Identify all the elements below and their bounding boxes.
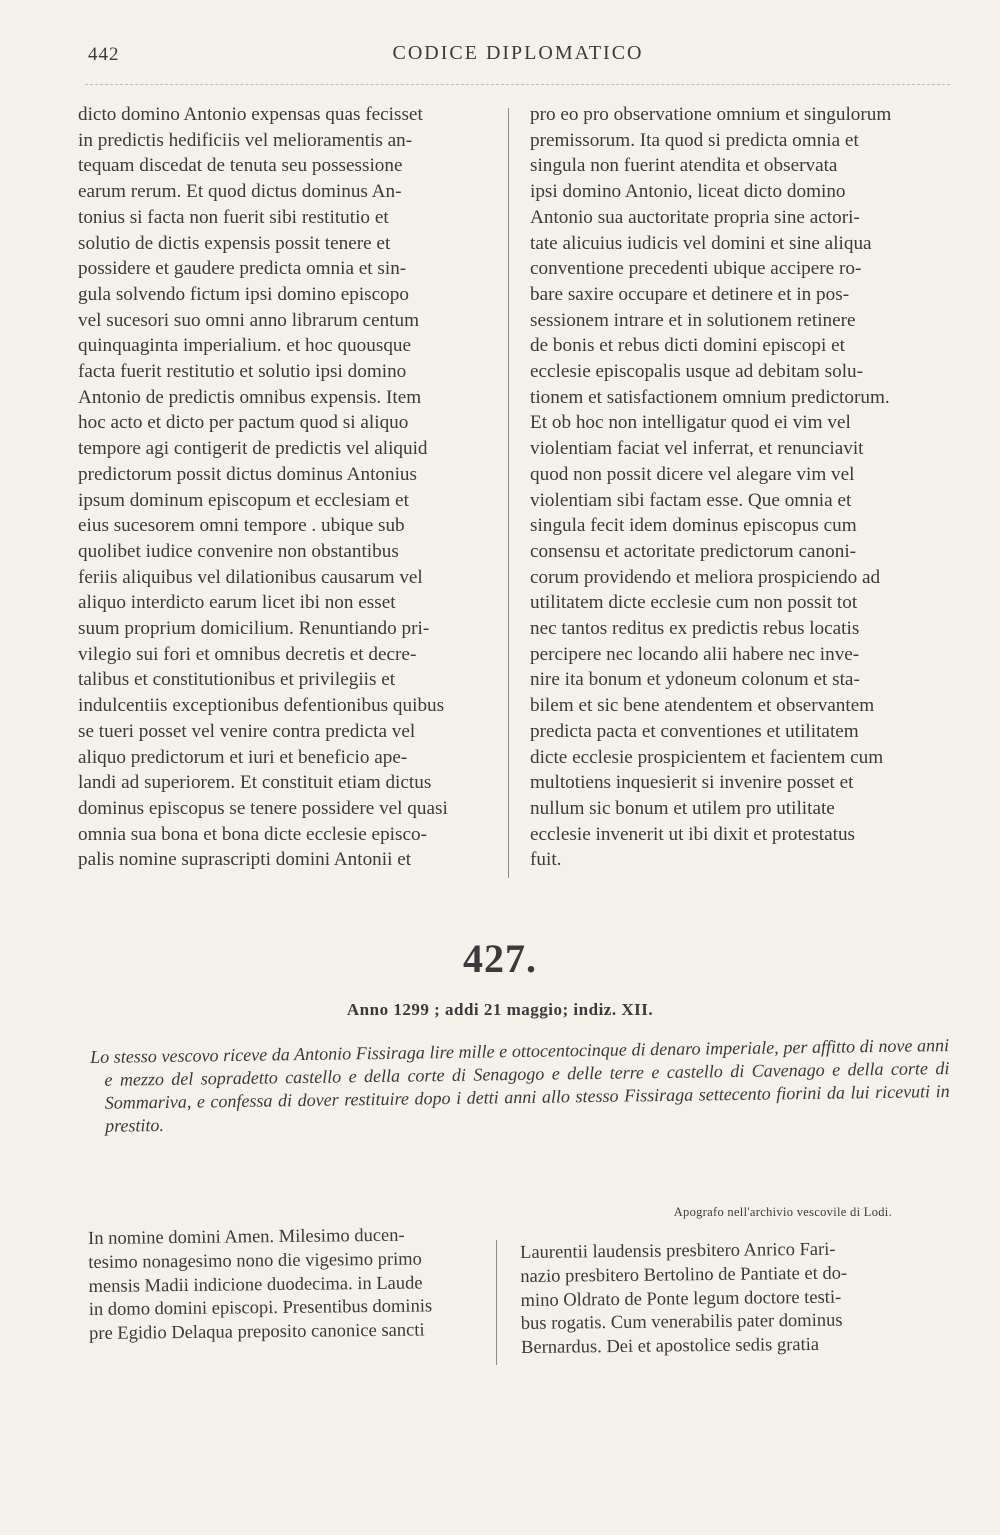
text-line: utilitatem dicte ecclesie cum non possit tot bbox=[530, 592, 858, 614]
text-line: aliquo interdicto earum licet ibi non esset bbox=[78, 592, 396, 614]
text-line: tesimo nonagesimo nono die vigesimo primo bbox=[88, 1249, 422, 1273]
text-line: In nomine domini Amen. Milesimo ducen- bbox=[88, 1225, 405, 1249]
text-line: nullum sic bonum et utilem pro utilitate bbox=[530, 797, 835, 819]
text-line: dicte ecclesie prospicientem et facientem cum bbox=[530, 746, 884, 768]
text-line: tequam discedat de tenuta seu possessione bbox=[78, 155, 403, 177]
text-line: ecclesie invenerit ut ibi dixit et protestatus bbox=[530, 823, 856, 845]
text-line: se tueri posset vel venire contra predicta vel bbox=[78, 720, 416, 742]
left-text-column bbox=[78, 102, 488, 873]
text-line: talibus et constitutionibus et privilegiis et bbox=[78, 669, 396, 691]
text-line: tionem et satisfactionem omnium predictorum. bbox=[530, 386, 890, 408]
text-line: hoc acto et dicto per pactum quod si aliquo bbox=[78, 412, 409, 434]
text-line: singula non fuerint atendita et observata bbox=[530, 155, 838, 177]
text-line: tonius si facta non fuerit sibi restitutio et bbox=[78, 206, 389, 228]
text-line: in domo domini episcopi. Presentibus dominis bbox=[88, 1296, 433, 1321]
text-line: aliquo predictorum et iuri et beneficio ape- bbox=[78, 746, 408, 768]
document-summary: Lo stesso vescovo riceve da Antonio Fissiraga lire mille e ottocentocinque di denaro imperiale, per affitto di nove anni e mezzo del sopradetto castello e della corte di Senagogo e delle terre e castello di Cavenago e della corte di Sommariva, e confessa di dover restituire dopo i detti anni allo stesso Fissiraga settecento fiorini da lui ricevuti in prestito. bbox=[90, 1035, 950, 1136]
right-text-column bbox=[530, 102, 945, 873]
text-line: vel sucesori suo omni anno librarum centum bbox=[78, 309, 420, 331]
source-note: Apografo nell'archivio vescovile di Lodi. bbox=[673, 1205, 892, 1219]
text-line: facta fuerit restitutio et solutio ipsi domino bbox=[78, 361, 407, 383]
text-line: mensis Madii indicione duodecima. in Laude bbox=[88, 1273, 423, 1297]
text-line: bilem et sic bene atendentem et observantem bbox=[530, 695, 875, 717]
text-line: percipere nec locando alii habere nec inve- bbox=[530, 643, 860, 665]
text-line: gula solvendo fictum ipsi domino episcopo bbox=[78, 283, 409, 305]
text-line: nazio presbitero Bertolino de Pantiate et do- bbox=[520, 1263, 848, 1287]
text-line: eius sucesorem omni tempore . ubique sub bbox=[78, 515, 405, 537]
text-line: violentiam sibi factam esse. Que omnia et bbox=[530, 489, 852, 511]
text-line: Et ob hoc non intelligatur quod ei vim vel bbox=[530, 412, 851, 434]
text-line: dominus episcopus se tenere possidere vel quasi bbox=[78, 797, 448, 819]
page-number: 442 bbox=[88, 44, 120, 65]
text-line: mino Oldrato de Ponte legum doctore testi- bbox=[520, 1287, 842, 1311]
text-line: Antonio de predictis omnibus expensis. Item bbox=[78, 386, 422, 408]
running-title: CODICE DIPLOMATICO bbox=[392, 42, 644, 64]
text-line: fuit. bbox=[530, 849, 562, 871]
text-line: Antonio sua auctoritate propria sine actori- bbox=[530, 206, 860, 228]
text-line: bus rogatis. Cum venerabilis pater dominus bbox=[520, 1311, 843, 1335]
document-dateline: Anno 1299 ; addi 21 maggio; indiz. XII. bbox=[346, 1000, 654, 1019]
bottom-right-text-column bbox=[520, 1238, 936, 1361]
text-line: ipsi domino Antonio, liceat dicto domino bbox=[530, 181, 846, 203]
text-line: conventione precedenti ubique accipere ro- bbox=[530, 258, 862, 280]
text-line: violentiam faciat vel inferrat, et renunciavit bbox=[530, 438, 864, 460]
text-line: suum proprium domicilium. Renuntiando pri- bbox=[78, 618, 430, 640]
bottom-left-text-column bbox=[88, 1224, 469, 1347]
text-line: predicta pacta et conventiones et utilitatem bbox=[530, 720, 859, 742]
text-line: Bernardus. Dei et apostolice sedis gratia bbox=[521, 1335, 820, 1359]
bottom-column-divider bbox=[496, 1240, 497, 1365]
text-line: landi ad superiorem. Et constituit etiam dictus bbox=[78, 772, 432, 794]
text-line: feriis aliquibus vel dilationibus causarum vel bbox=[78, 566, 423, 588]
text-line: indulcentiis exceptionibus defentionibus quibus bbox=[78, 695, 445, 717]
text-line: in predictis hedificiis vel melioramentis an- bbox=[78, 129, 413, 151]
text-line: consensu et actoritate predictorum canoni- bbox=[530, 540, 857, 562]
text-line: nec tantos reditus ex predictis rebus locatis bbox=[530, 618, 860, 640]
text-line: ecclesie episcopalis usque ad debitam solu- bbox=[530, 361, 864, 383]
text-line: palis nomine suprascripti domini Antonii et bbox=[78, 849, 412, 871]
text-line: Laurentii laudensis presbitero Anrico Fari- bbox=[520, 1239, 836, 1263]
document-number: 427. bbox=[463, 936, 537, 981]
text-line: pre Egidio Delaqua preposito canonice sancti bbox=[89, 1320, 425, 1345]
column-divider bbox=[508, 108, 509, 878]
text-line: dicto domino Antonio expensas quas fecisset bbox=[78, 104, 423, 125]
text-line: predictorum possit dictus dominus Antonius bbox=[78, 463, 417, 485]
header-rule bbox=[85, 84, 950, 85]
text-line: quolibet iudice convenire non obstantibus bbox=[78, 540, 399, 562]
text-line: sessionem intrare et in solutionem retinere bbox=[530, 309, 856, 331]
text-line: quinquaginta imperialium. et hoc quousque bbox=[78, 335, 412, 357]
text-line: corum providendo et meliora prospiciendo ad bbox=[530, 566, 881, 588]
text-line: pro eo pro observatione omnium et singulorum bbox=[530, 104, 892, 125]
text-line: bare saxire occupare et detinere et in pos- bbox=[530, 283, 850, 305]
text-line: premissorum. Ita quod si predicta omnia et bbox=[530, 129, 859, 151]
text-line: nire ita bonum et ydoneum colonum et sta- bbox=[530, 669, 860, 691]
page-header bbox=[88, 40, 948, 70]
text-line: quod non possit dicere vel alegare vim vel bbox=[530, 463, 855, 485]
text-line: possidere et gaudere predicta omnia et sin- bbox=[78, 258, 407, 280]
text-line: tempore agi contigerit de predictis vel aliquid bbox=[78, 438, 428, 460]
text-line: multotiens inquesierit si invenire posset et bbox=[530, 772, 854, 794]
text-line: singula fecit idem dominus episcopus cum bbox=[530, 515, 857, 537]
text-line: earum rerum. Et quod dictus dominus An- bbox=[78, 181, 402, 203]
text-line: ipsum dominum episcopum et ecclesiam et bbox=[78, 489, 409, 511]
text-line: omnia sua bona et bona dicte ecclesie episco- bbox=[78, 823, 427, 845]
text-line: vilegio sui fori et omnibus decretis et decre- bbox=[78, 643, 417, 665]
text-line: de bonis et rebus dicti domini episcopi et bbox=[530, 335, 845, 357]
text-line: tate alicuius iudicis vel domini et sine aliqua bbox=[530, 232, 872, 254]
text-line: solutio de dictis expensis possit tenere et bbox=[78, 232, 391, 254]
